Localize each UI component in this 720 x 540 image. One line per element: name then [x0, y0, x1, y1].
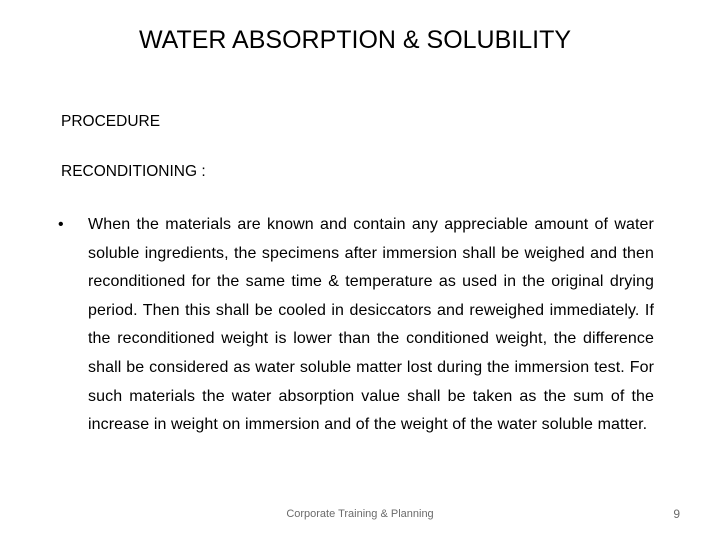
page-number: 9 [673, 507, 680, 521]
bullet-paragraph: When the materials are known and contain any appreciable amount of water soluble ingredients, the specimens after immersion shall be weighed and then reconditioned for the same time & temperature as used in the original drying period. Then this shall be cooled in desiccators and reweighed immediately. If the reconditioned weight is lower than the conditioned weight, the difference shall be considered as water soluble matter lost during the immersion test. For such materials the water absorption value shall be taken as the sum of the increase in weight on immersion and of the weight of the water soluble matter. [88, 216, 654, 434]
bullet-icon: • [58, 216, 64, 233]
slide-title: WATER ABSORPTION & SOLUBILITY [138, 26, 572, 54]
subsection-label: RECONDITIONING : [61, 163, 206, 180]
section-label: PROCEDURE [61, 113, 161, 130]
footer-text: Corporate Training & Planning [286, 508, 434, 520]
